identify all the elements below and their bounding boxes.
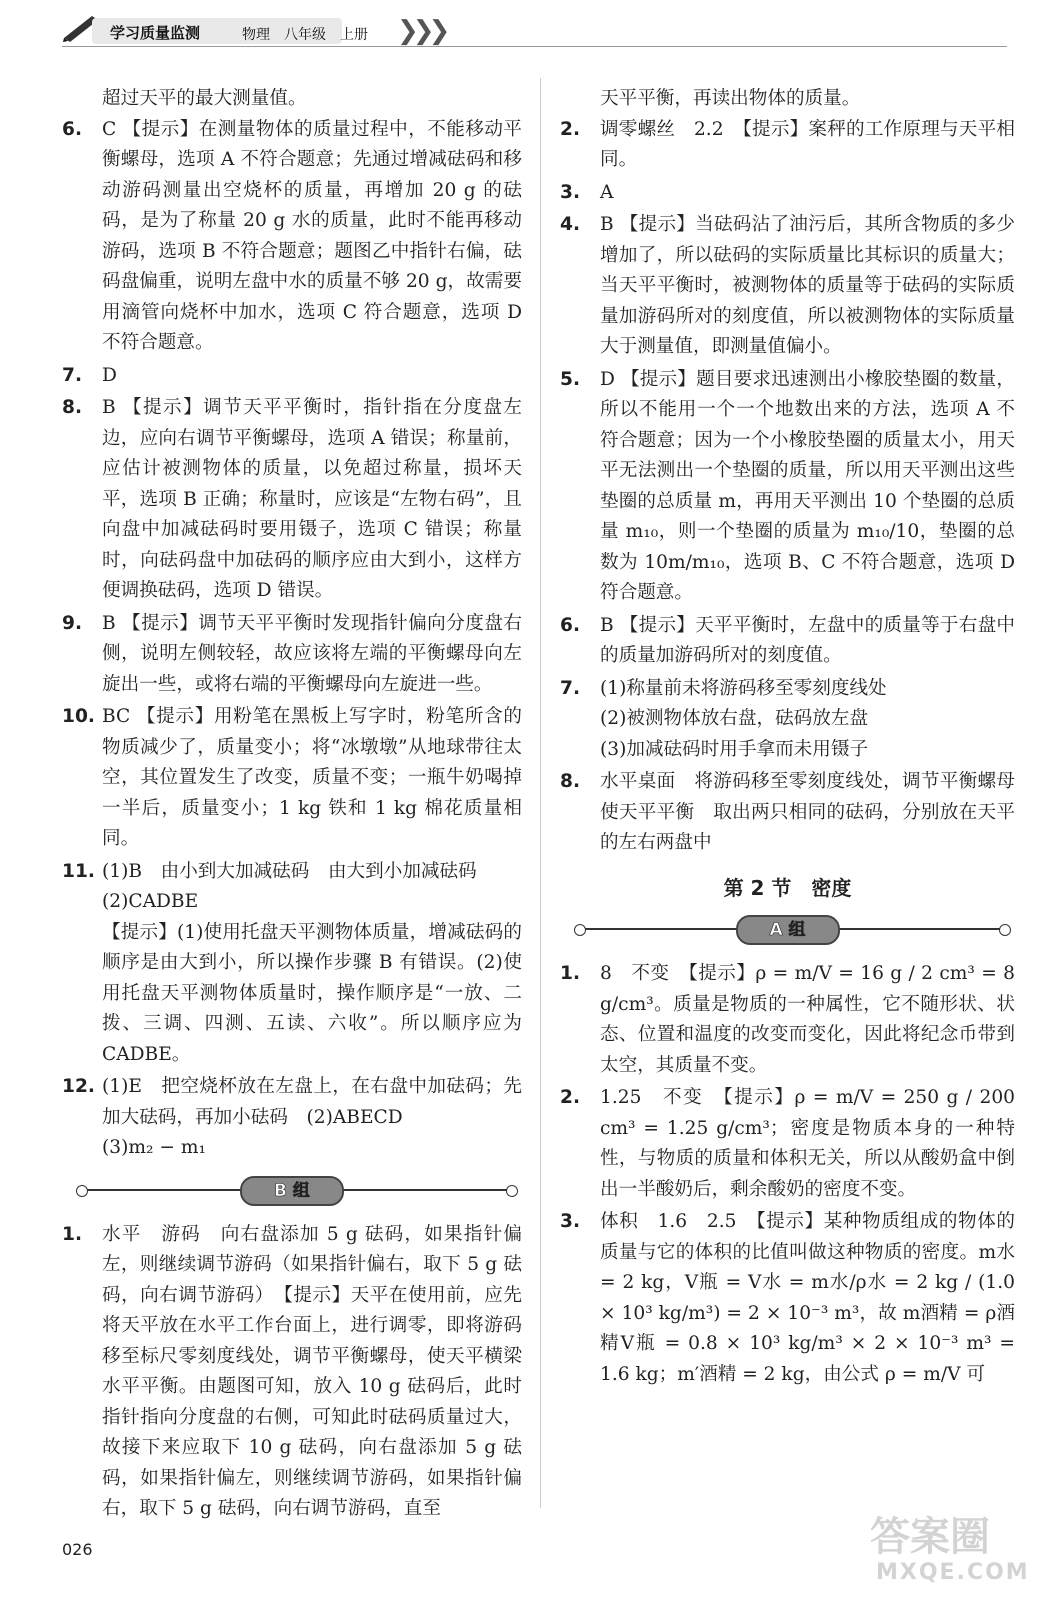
- item-line: (3)m₂ − m₁: [102, 1137, 206, 1158]
- item-text: 体积 1.6 2.5 【提示】某种物质组成的物体的质量与它的体积的比值叫做这种物质的密度。m水 = 2 kg，V瓶 = V水 = m水/ρ水 = 2 kg / (1.0 × 10³ kg/m³) = 2 × 10⁻³ m³，故 m酒精 = ρ酒精V瓶 = 0.8 × 10³ kg/m³ × 2 × 10⁻³ m³ = 1.6 kg；m′酒精 = 2 kg，由公式 ρ = m/V 可: [600, 1211, 1015, 1385]
- item-line: (1)B 由小到大加减砝码 由大到小加减砝码: [102, 860, 477, 882]
- answer-item: [62, 609, 522, 701]
- item-text: 水平 游码 向右盘添加 5 g 砝码，如果指针偏左，则继续调节游码（如果指针偏右，取下 5 g 砝码，向右调节游码） 【提示】天平在使用前，应先将天平放在水平工作台面上，进行调零，即将游码移至标尺零刻度线处，调节平衡螺母，使天平横梁水平平衡。由题图可知，放入 10 g 砝码后，此时指针指向分度盘的右侧，可知此时砝码质量过大，故接下来应取下 10 g 砝码，向右盘添加 5 g 砝码，如果指针偏左，则继续调节游码，如果指针偏右，取下 5 g 砝码，向右调节游码，直至: [102, 1223, 522, 1519]
- item-line: (2)被测物体放右盘，砝码放左盘: [600, 708, 869, 729]
- item-text: B 【提示】调节天平平衡时，指针指在分度盘左边，应向右调节平衡螺母，选项 A 错误；称量前，应估计被测物体的质量，以免超过称量，损坏天平，选项 B 正确；称量时，应该是“左物右码”，且向盘中加减砝码时要用镊子，选项 C 错误；称量时，向砝码盘中加砝码的顺序应由大到小，这样方便调换砝码，选项 D 错误。: [102, 397, 522, 601]
- continuation-text: 天平平衡，再读出物体的质量。: [600, 88, 861, 109]
- item-number: 10.: [62, 706, 95, 727]
- item-text: B 【提示】当砝码沾了油污后，其所含物质的多少增加了，所以砝码的实际质量比其标识的质量大；当天平平衡时，被测物体的质量等于砝码的实际质量加游码所对的刻度值，所以被测物体的实际质量大于测量值，即测量值偏小。: [600, 214, 1015, 357]
- watermark-logo: [860, 1505, 1030, 1595]
- item-number: 3.: [560, 1211, 581, 1232]
- answer-item: [560, 210, 1015, 363]
- item-number: 5.: [560, 368, 581, 390]
- item-number: 2.: [560, 1087, 581, 1108]
- group-b-divider: [62, 1172, 522, 1208]
- item-number: 6.: [560, 614, 581, 636]
- item-number: 3.: [560, 181, 581, 203]
- page-header: [62, 10, 462, 46]
- answer-item: [62, 702, 522, 855]
- chevron-decoration-icon: ❯❯❯: [397, 16, 445, 46]
- item-line: 【提示】(1)使用托盘天平测物体质量，增减砝码的顺序是由大到小，所以操作步骤 B 有错误。(2)使用托盘天平测物体质量时，操作顺序是“一放、二拨、三调、四测、五读、六收”。所以顺序应为 CADBE。: [102, 921, 522, 1065]
- item-number: 1.: [62, 1223, 83, 1245]
- answer-item-11: [62, 857, 522, 1071]
- item-number: 7.: [62, 364, 83, 386]
- item-text: B 【提示】天平平衡时，左盘中的质量等于右盘中的质量加游码所对的刻度值。: [600, 614, 1015, 666]
- item-text: D: [102, 364, 117, 386]
- item-text: B 【提示】调节天平平衡时发现指针偏向分度盘右侧，说明左侧较轻，故应该将左端的平衡螺母向左旋出一些，或将右端的平衡螺母向左旋进一些。: [102, 612, 522, 695]
- continuation-text: 超过天平的最大测量值。: [102, 88, 307, 109]
- answer-item: [560, 178, 1015, 209]
- answer-item: [62, 1220, 522, 1525]
- item-text: 水平桌面 将游码移至零刻度线处，调节平衡螺母使天平平衡 取出两只相同的砝码，分别放在天平的左右两盘中: [600, 771, 1015, 853]
- answer-item: [62, 115, 522, 359]
- item-text: A: [600, 181, 614, 203]
- group-a-divider: [560, 911, 1015, 947]
- watermark-text: 答案圈: [870, 1514, 990, 1560]
- column-divider: [540, 78, 541, 1508]
- answer-item: [560, 115, 1015, 176]
- left-column: [62, 84, 522, 1527]
- answer-item: [62, 393, 522, 607]
- item-number: 4.: [560, 214, 581, 235]
- item-number: 6.: [62, 118, 83, 140]
- item-line: (1)称量前未将游码移至零刻度线处: [600, 677, 887, 699]
- answer-item: [560, 1207, 1015, 1390]
- answer-item: [62, 361, 522, 392]
- subject-label: 物理 八年级 上册: [242, 27, 368, 43]
- item-number: 2.: [560, 118, 581, 140]
- answer-item: [560, 959, 1015, 1081]
- item-text: BC 【提示】用粉笔在黑板上写字时，粉笔所含的物质减少了，质量变小；将“冰墩墩”从地球带往太空，其位置发生了改变，质量不变；一瓶牛奶喝掉一半后，质量变小；1 kg 铁和 1 kg 棉花质量相同。: [102, 706, 522, 849]
- item-text: 8 不变 【提示】ρ = m/V = 16 g / 2 cm³ = 8 g/cm³。质量是物质的一种属性，它不随形状、状态、位置和温度的改变而变化，因此将纪念币带到太空，其质量不变。: [600, 963, 1015, 1076]
- item-line: (2)CADBE: [102, 891, 199, 912]
- watermark-url: MXQE.COM: [876, 1560, 1030, 1585]
- item-number: 8.: [560, 771, 581, 792]
- section-title: 第 2 节 密度: [723, 875, 852, 900]
- page-number: 026: [62, 1540, 93, 1559]
- group-b-label: B 组: [240, 1176, 344, 1206]
- item-text: 调零螺丝 2.2 【提示】案秤的工作原理与天平相同。: [600, 118, 1015, 170]
- item-number: 8.: [62, 397, 83, 418]
- answer-item: [560, 611, 1015, 672]
- answer-item-12: [62, 1072, 522, 1164]
- item-line: (1)E 把空烧杯放在左盘上，在右盘中加砝码；先加大砝码，再加小砝码 (2)ABECD: [102, 1076, 522, 1128]
- header-rule: [62, 46, 1007, 47]
- item-number: 11.: [62, 860, 95, 882]
- item-number: 12.: [62, 1076, 95, 1097]
- item-text: 1.25 不变 【提示】ρ = m/V = 250 g / 200 cm³ = 1.25 g/cm³；密度是物质本身的一种特性，与物质的质量和体积无关，所以从酸奶盒中倒出一半酸奶后，剩余酸奶的密度不变。: [600, 1087, 1015, 1200]
- item-number: 1.: [560, 963, 581, 984]
- item-number: 7.: [560, 677, 581, 699]
- brand-title: 学习质量监测: [110, 24, 201, 42]
- group-a-label: A 组: [736, 915, 840, 945]
- answer-item: [560, 1083, 1015, 1205]
- answer-item-7: [560, 674, 1015, 766]
- answer-item: [560, 365, 1015, 609]
- answer-item: [560, 767, 1015, 859]
- item-text: C 【提示】在测量物体的质量过程中，不能移动平衡螺母，选项 A 不符合题意；先通过增减砝码和移动游码测量出空烧杯的质量，再增加 20 g 的砝码，是为了称量 20 g 水的质量，此时不能再移动游码，选项 B 不符合题意；题图乙中指针右偏，砝码盘偏重，说明左盘中水的质量不够 20 g，故需要用滴管向烧杯中加水，选项 C 符合题意，选项 D 不符合题意。: [102, 118, 522, 353]
- item-number: 9.: [62, 612, 83, 634]
- right-column: [560, 84, 1015, 1392]
- item-line: (3)加减砝码时用手拿而未用镊子: [600, 738, 869, 760]
- item-text: D 【提示】题目要求迅速测出小橡胶垫圈的数量，所以不能用一个一个地数出来的方法，选项 A 不符合题意；因为一个小橡胶垫圈的质量太小，用天平无法测出一个垫圈的质量，所以用天平测出这些垫圈的总质量 m，再用天平测出 10 个垫圈的总质量 m₁₀，则一个垫圈的质量为 m₁₀/10，垫圈的总数为 10m/m₁₀，选项 B、C 不符合题意，选项 D 符合题意。: [600, 368, 1015, 603]
